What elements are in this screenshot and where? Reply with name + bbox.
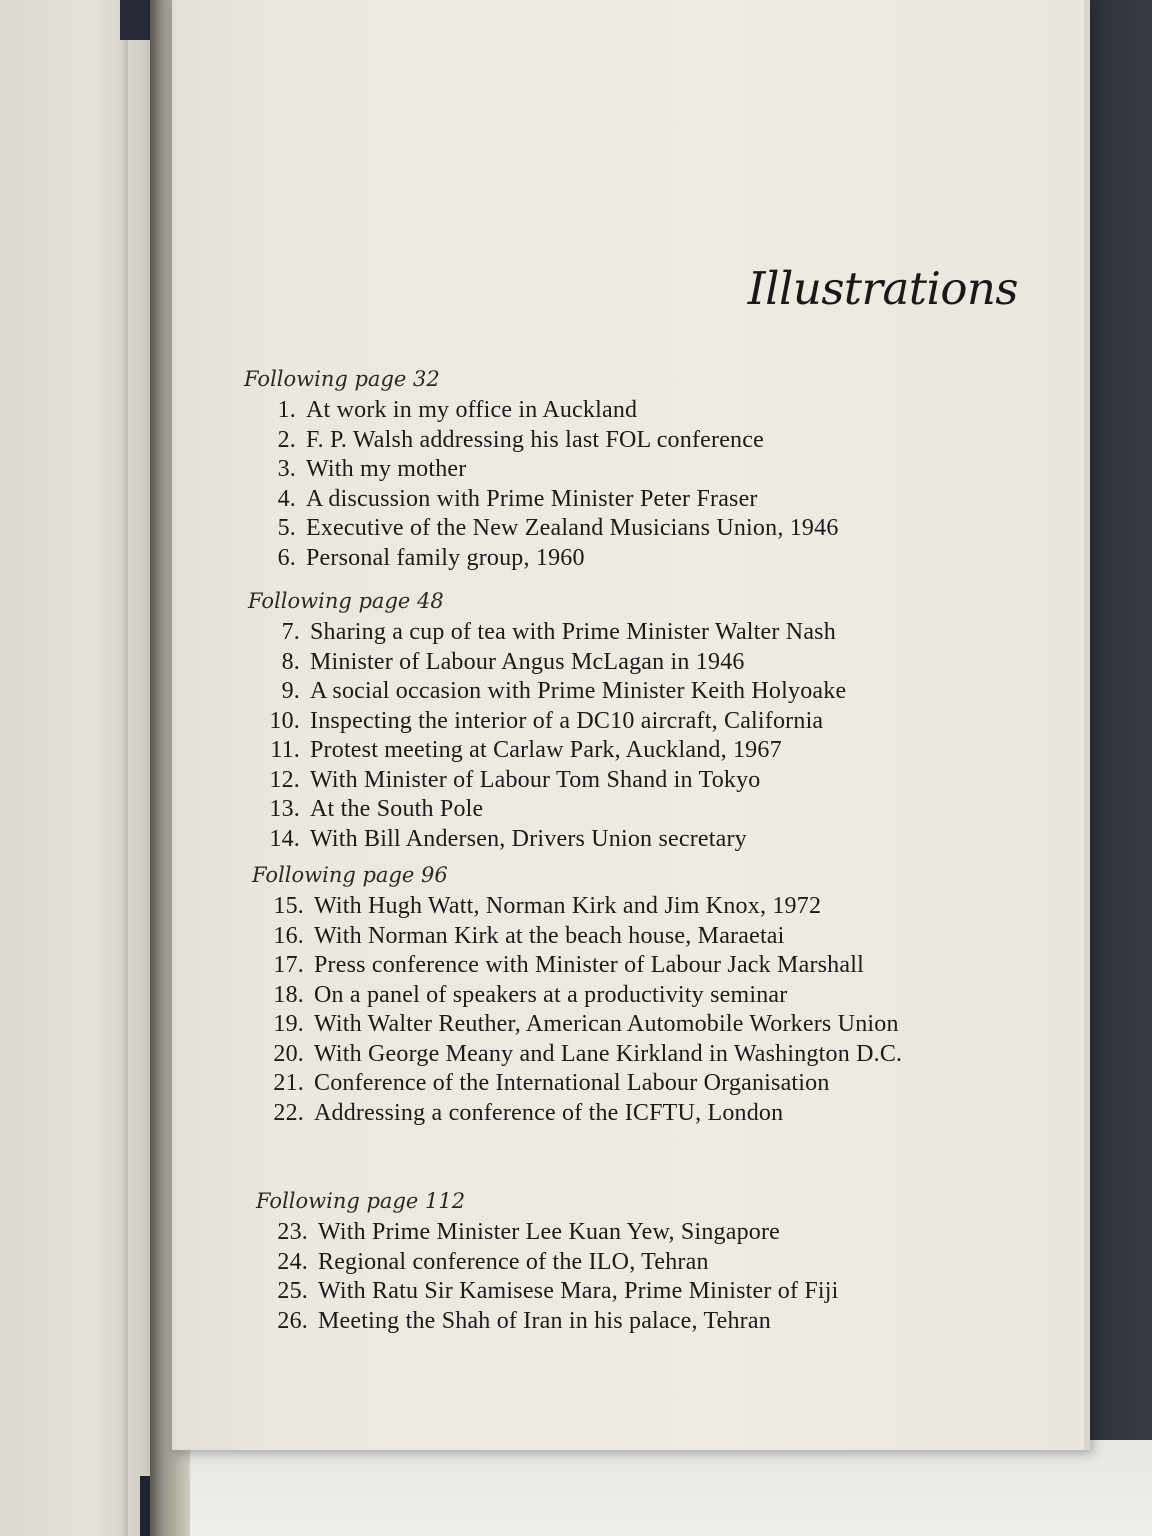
list-item	[252, 1069, 1024, 1099]
item-number: 14.	[269, 825, 300, 852]
list-item	[248, 795, 1028, 825]
item-number: 18.	[273, 981, 304, 1008]
item-number: 17.	[273, 952, 304, 978]
section-following-page-32	[244, 364, 1024, 573]
item-number: 3.	[277, 456, 296, 482]
item-number: 13.	[269, 796, 300, 822]
section-following-page-96	[252, 860, 1024, 1128]
item-text: Personal family group, 1960	[306, 544, 585, 571]
item-text: With George Meany and Lane Kirkland in Washington D.C.	[314, 1040, 903, 1067]
item-number: 12.	[269, 766, 300, 793]
list-item	[248, 707, 1028, 737]
section-heading: Following page 112	[256, 1189, 466, 1213]
list-item	[248, 648, 1028, 678]
item-text: A social occasion with Prime Minister Keith Holyoake	[310, 678, 847, 704]
item-number: 22.	[273, 1099, 304, 1126]
item-text: Press conference with Minister of Labour Jack Marshall	[314, 952, 864, 978]
item-text: Addressing a conference of the ICFTU, London	[314, 1099, 784, 1126]
section-following-page-48	[248, 586, 1028, 854]
item-number: 16.	[273, 922, 304, 949]
item-text: Meeting the Shah of Iran in his palace, Tehran	[318, 1307, 771, 1334]
list-item	[244, 544, 1024, 574]
item-text: With Walter Reuther, American Automobile Workers Union	[314, 1011, 899, 1037]
section-heading: Following page 32	[244, 367, 440, 391]
item-number: 4.	[277, 485, 296, 512]
item-text: Executive of the New Zealand Musicians Union, 1946	[306, 515, 839, 541]
item-text: On a panel of speakers at a productivity seminar	[314, 981, 788, 1008]
item-text: Regional conference of the ILO, Tehran	[318, 1248, 709, 1275]
list-item	[252, 1040, 1024, 1070]
item-text: With Minister of Labour Tom Shand in Tokyo	[310, 766, 761, 793]
list-item	[244, 396, 1024, 426]
item-text: At work in my office in Auckland	[306, 397, 638, 423]
item-text: With my mother	[306, 456, 467, 482]
item-text: Protest meeting at Carlaw Park, Auckland, 1967	[310, 737, 782, 763]
list-item	[244, 514, 1024, 544]
list-item	[252, 892, 1024, 922]
item-number: 6.	[277, 544, 296, 571]
list-item	[248, 677, 1028, 707]
item-text: At the South Pole	[310, 796, 484, 822]
item-text: With Hugh Watt, Norman Kirk and Jim Knox, 1972	[314, 893, 822, 919]
list-item	[256, 1248, 1024, 1278]
item-number: 15.	[273, 893, 304, 919]
item-number: 7.	[281, 619, 300, 645]
section-following-page-112	[256, 1186, 1024, 1336]
list-item	[248, 736, 1028, 766]
item-text: A discussion with Prime Minister Peter Fraser	[306, 485, 758, 512]
item-number: 11.	[270, 737, 300, 763]
list-item	[244, 426, 1024, 456]
item-number: 1.	[277, 397, 296, 423]
page-content	[172, 0, 1090, 1450]
item-text: With Bill Andersen, Drivers Union secretary	[310, 825, 747, 852]
item-number: 20.	[273, 1040, 304, 1067]
left-page-shadow	[120, 0, 128, 1536]
list-item	[248, 825, 1028, 855]
item-text: F. P. Walsh addressing his last FOL conference	[306, 426, 764, 453]
item-text: Sharing a cup of tea with Prime Minister Walter Nash	[310, 619, 836, 645]
list-item	[248, 618, 1028, 648]
right-page	[172, 0, 1090, 1450]
item-text: Inspecting the interior of a DC10 aircraft, California	[310, 707, 824, 734]
item-number: 21.	[273, 1070, 304, 1096]
item-text: With Norman Kirk at the beach house, Maraetai	[314, 922, 785, 949]
page-title: Illustrations	[747, 262, 1018, 315]
section-heading: Following page 96	[252, 863, 448, 887]
item-number: 19.	[273, 1011, 304, 1037]
list-item	[256, 1218, 1024, 1248]
list-item	[252, 1099, 1024, 1129]
item-number: 23.	[277, 1219, 308, 1245]
list-item	[248, 766, 1028, 796]
list-item	[252, 981, 1024, 1011]
item-text: Minister of Labour Angus McLagan in 1946	[310, 648, 745, 675]
item-number: 26.	[277, 1307, 308, 1334]
list-item	[244, 485, 1024, 515]
list-item	[252, 1010, 1024, 1040]
item-text: With Ratu Sir Kamisese Mara, Prime Minister of Fiji	[318, 1278, 839, 1304]
item-number: 9.	[281, 678, 300, 704]
item-number: 8.	[281, 648, 300, 675]
item-number: 25.	[277, 1278, 308, 1304]
item-number: 2.	[277, 426, 296, 453]
item-text: Conference of the International Labour Organisation	[314, 1070, 830, 1096]
list-item	[256, 1307, 1024, 1337]
list-item	[252, 922, 1024, 952]
list-item	[244, 455, 1024, 485]
item-number: 5.	[277, 515, 296, 541]
item-number: 10.	[269, 707, 300, 734]
list-item	[252, 951, 1024, 981]
item-number: 24.	[277, 1248, 308, 1275]
list-item	[256, 1277, 1024, 1307]
item-text: With Prime Minister Lee Kuan Yew, Singapore	[318, 1219, 781, 1245]
left-page	[0, 0, 165, 1536]
section-heading: Following page 48	[248, 589, 444, 613]
